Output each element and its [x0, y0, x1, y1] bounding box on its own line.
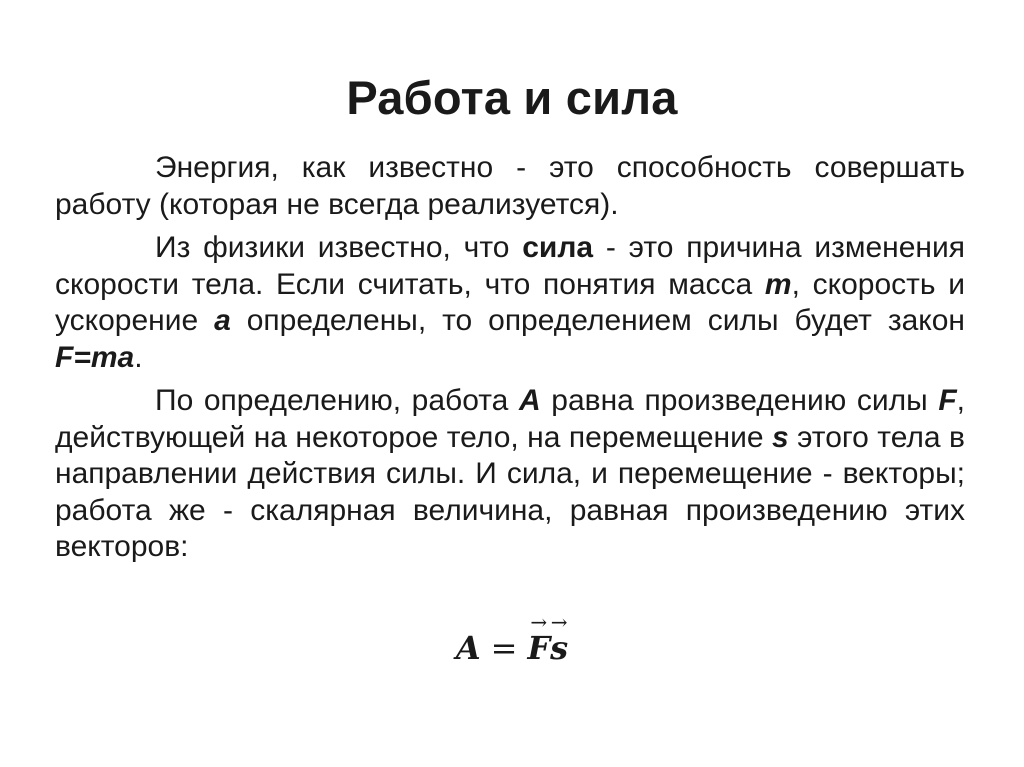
law-newton: F=ma: [55, 340, 135, 374]
formula-equals: =: [490, 629, 518, 667]
symbol-work: A: [518, 384, 541, 417]
work-formula: [0, 610, 1024, 676]
text-fragment: , действующей на некоторое тело, на перемещение: [55, 384, 965, 454]
text-fragment: По определению, работа: [155, 384, 519, 417]
vector-displacement: [550, 610, 569, 676]
term-force: сила: [522, 231, 594, 264]
text-fragment: этого тела в направлении действия силы. И сила, и перемещение - векторы; работа же - скалярная величина, равная произведению этих векторов:: [55, 420, 965, 563]
symbol-acceleration: a: [214, 304, 231, 337]
vector-arrow-icon: →: [530, 610, 548, 634]
formula-force: F: [527, 629, 551, 667]
formula-displacement: s: [550, 629, 569, 667]
text-fragment: Из физики известно, что: [155, 231, 523, 264]
text-fragment: .: [134, 340, 143, 374]
text-fragment: определены, то определением силы будет закон: [230, 304, 965, 337]
text-fragment: равна произведению силы: [540, 384, 939, 417]
paragraph-energy: Энергия, как известно - это способность совершать работу (которая не всегда реализуется).: [55, 151, 965, 221]
paragraph-force: [55, 230, 965, 376]
formula-lhs: A: [455, 629, 481, 667]
paragraph-work: [55, 383, 965, 566]
vector-force: [527, 610, 551, 676]
text-fragment: , скорость и ускорение: [55, 267, 965, 337]
symbol-mass: m: [764, 267, 792, 301]
symbol-force: F: [938, 384, 957, 417]
slide-title: Работа и сила: [346, 71, 678, 124]
slide-body: [55, 150, 965, 573]
vector-arrow-icon: →: [550, 610, 568, 634]
symbol-displacement: s: [772, 420, 789, 454]
text-fragment: - это причина изменения скорости тела. Если считать, что понятия масса: [55, 231, 965, 301]
